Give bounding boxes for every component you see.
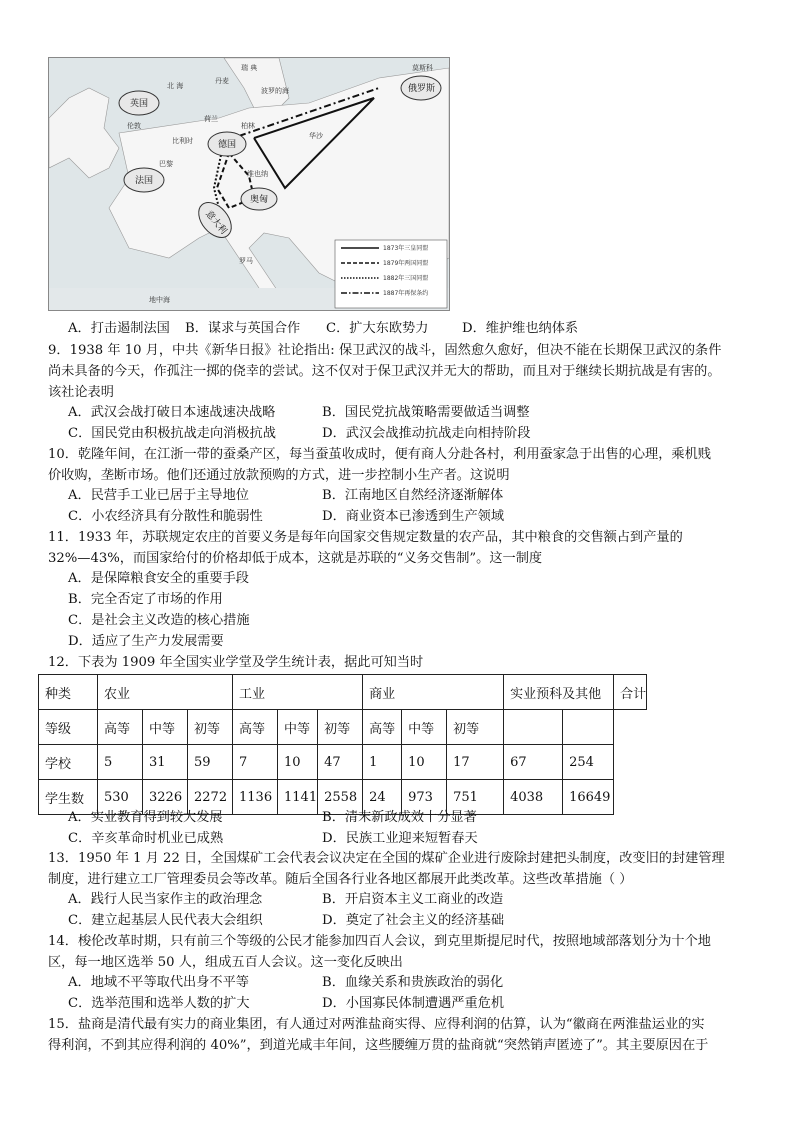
label-berlin: 柏林	[241, 122, 255, 130]
q13-option-d: D．奠定了社会主义的经济基础	[322, 913, 505, 928]
table-cell: 1136	[233, 780, 278, 815]
label-warsaw: 华沙	[309, 132, 323, 140]
q14-option-d: D．小国寡民体制遭遇严重危机	[322, 996, 505, 1011]
q8-option-c: C．扩大东欧势力	[326, 321, 429, 336]
q13-option-c: C．建立起基层人民代表大会组织	[68, 913, 263, 928]
label-belgium: 比利时	[172, 137, 193, 145]
table-cell: 高等	[98, 710, 143, 745]
q13-option-a: A．践行人民当家作主的政治理念	[68, 892, 263, 907]
q10-line-1: 10．乾隆年间，在江浙一带的蚕桑产区，每当蚕茧收成时，便有商人分赴各村，利用蚕家急于出售的心理，乘机贱	[48, 447, 711, 462]
table-cell: 17	[447, 745, 504, 780]
table-row	[39, 710, 647, 745]
table-cell: 16649	[563, 780, 614, 815]
table-cell: 973	[402, 780, 447, 815]
q12-option-c: C．辛亥革命时机业已成熟	[68, 831, 224, 846]
q8-option-a: A．打击遏制法国	[68, 321, 170, 336]
label-rome: 罗马	[239, 257, 253, 265]
q9-option-d: D．武汉会战推动抗战走向相持阶段	[322, 426, 531, 441]
legend-1882: 1882年三国同盟	[383, 275, 429, 282]
q11-line-2: 32%—43%，而国家给付的价格却低于成本，这就是苏联的“义务交售制”。这一制度	[48, 551, 543, 566]
table-cell: 2272	[188, 780, 233, 815]
q14-line-1: 14．梭伦改革时期，只有前三个等级的公民才能参加四百人会议，到克里斯提尼时代，按照地域部落划分为十个地	[48, 934, 711, 949]
q11-option-a: A．是保障粮食安全的重要手段	[68, 571, 249, 586]
q13-line-1: 13．1950 年 1 月 22 日，全国煤矿工会代表会议决定在全国的煤矿企业进行废除封建把头制度，改变旧的封建管理	[48, 851, 725, 866]
table-cell: 5	[98, 745, 143, 780]
table-cell: 等级	[39, 710, 98, 745]
q11-line-1: 11．1933 年，苏联规定农庄的首要义务是每年向国家交售规定数量的农产品，其中粮食的交售额占到产量的	[48, 530, 683, 545]
q11-option-c: C．是社会主义改造的核心措施	[68, 613, 250, 628]
table-cell: 2558	[318, 780, 363, 815]
table-cell: 1	[363, 745, 402, 780]
q9-option-b: B．国民党抗战策略需要做适当调整	[322, 405, 530, 420]
table-cell: 530	[98, 780, 143, 815]
table-cell: 10	[402, 745, 447, 780]
label-britain: 英国	[130, 99, 149, 109]
label-paris: 巴黎	[159, 160, 173, 168]
q12-option-d: D．民族工业迎来短暂春天	[322, 831, 478, 846]
q11-option-d: D．适应了生产力发展需要	[68, 634, 224, 649]
label-italy: 意大利	[203, 209, 229, 237]
label-austria-hungary: 奥匈	[250, 195, 269, 205]
alliance-map	[48, 57, 450, 311]
q9-option-c: C．国民党由积极抗战走向消极抗战	[68, 426, 276, 441]
table-cell	[504, 710, 563, 745]
q11-option-b: B．完全否定了市场的作用	[68, 592, 223, 607]
label-russia: 俄罗斯	[408, 84, 436, 94]
table-cell: 254	[563, 745, 614, 780]
table-cell: 751	[447, 780, 504, 815]
table-cell: 24	[363, 780, 402, 815]
q14-option-a: A．地域不平等取代出身不平等	[68, 975, 249, 990]
q10-option-d: D．商业资本已渗透到生产领域	[322, 509, 505, 524]
table-cell: 10	[278, 745, 318, 780]
q9-line-3: 该社论表明	[48, 385, 114, 400]
table-cell: 高等	[363, 710, 402, 745]
table-cell: 种类	[39, 675, 98, 710]
q9-line-1: 9．1938 年 10 月，中共《新华日报》社论指出: 保卫武汉的战斗，固然愈久愈好，但决不能在长期保卫武汉的条件	[48, 343, 722, 358]
legend-1879: 1879年两国同盟	[383, 260, 429, 267]
map-svg	[49, 58, 449, 310]
table-cell: 初等	[447, 710, 504, 745]
table-cell: 中等	[278, 710, 318, 745]
table-cell: 合计	[614, 675, 647, 710]
table-cell: 学生数	[39, 780, 98, 815]
table-cell: 31	[143, 745, 188, 780]
q9-option-a: A．武汉会战打破日本速战速决战略	[68, 405, 276, 420]
table-cell: 初等	[318, 710, 363, 745]
table-cell: 学校	[39, 745, 98, 780]
table-cell: 工业	[233, 675, 363, 710]
q12-option-b: B．清末新政成效十分显著	[322, 810, 477, 825]
label-north-sea: 北 海	[167, 82, 184, 90]
label-denmark: 丹麦	[215, 77, 229, 85]
label-moscow: 莫斯科	[412, 64, 433, 72]
label-mediterranean: 地中海	[149, 296, 170, 304]
table-cell: 7	[233, 745, 278, 780]
table-cell: 高等	[233, 710, 278, 745]
table-cell	[563, 710, 614, 745]
q10-line-2: 价收购，垄断市场。他们还通过放款预购的方式，进一步控制小生产者。这说明	[48, 468, 510, 483]
table-cell: 中等	[143, 710, 188, 745]
table-cell: 67	[504, 745, 563, 780]
q12-option-a: A．实业教育得到较大发展	[68, 810, 223, 825]
q12-table	[38, 674, 647, 815]
q10-option-a: A．民营手工业已居于主导地位	[68, 488, 249, 503]
q12-stem: 12．下表为 1909 年全国实业学堂及学生统计表，据此可知当时	[48, 655, 424, 670]
label-vienna: 维也纳	[247, 170, 268, 178]
table-cell: 59	[188, 745, 233, 780]
q8-option-b: B．谋求与英国合作	[185, 321, 301, 336]
table-cell: 4038	[504, 780, 563, 815]
legend-1873: 1873年三皇同盟	[383, 245, 429, 252]
q14-option-b: B．血缘关系和贵族政治的弱化	[322, 975, 504, 990]
table-cell: 3226	[143, 780, 188, 815]
label-london: 伦敦	[127, 122, 141, 130]
table-cell: 农业	[98, 675, 233, 710]
q8-option-d: D．维护维也纳体系	[462, 321, 579, 336]
q10-option-c: C．小农经济具有分散性和脆弱性	[68, 509, 263, 524]
q14-option-c: C．选举范围和选举人数的扩大	[68, 996, 250, 1011]
table-cell: 商业	[363, 675, 504, 710]
label-france: 法国	[135, 176, 154, 186]
q10-option-b: B．江南地区自然经济逐渐解体	[322, 488, 504, 503]
label-sweden: 瑞 典	[241, 64, 258, 72]
q14-line-2: 区，每一地区选举 50 人，组成五百人会议。这一变化反映出	[48, 955, 403, 970]
table-cell: 1141	[278, 780, 318, 815]
table-cell: 47	[318, 745, 363, 780]
label-baltic: 波罗的海	[261, 87, 289, 95]
label-netherlands: 荷兰	[204, 115, 218, 123]
q13-line-2: 制度，进行建立工厂管理委员会等改革。随后全国各行业各地区都展开此类改革。这些改革措施（ ）	[48, 872, 633, 887]
table-cell: 实业预科及其他	[504, 675, 614, 710]
legend-1887: 1887年再保条约	[383, 290, 429, 297]
q13-option-b: B．开启资本主义工商业的改造	[322, 892, 504, 907]
table-row	[39, 675, 647, 710]
q15-line-1: 15．盐商是清代最有实力的商业集团，有人通过对两淮盐商实得、应得利润的估算，认为“徽商在两淮盐运业的实	[48, 1017, 705, 1032]
label-germany: 德国	[218, 140, 237, 150]
q9-line-2: 尚未具备的今天，作孤注一掷的侥幸的尝试。这不仅对于保卫武汉并无大的帮助，而且对于继续长期抗战是有害的。	[48, 364, 721, 379]
table-row	[39, 745, 647, 780]
q15-line-2: 得利润，不到其应得利润的 40%”，到道光咸丰年间，这些腰缠万贯的盐商就“突然销声匿迹了”。其主要原因在于	[48, 1038, 709, 1053]
table-cell: 初等	[188, 710, 233, 745]
table-cell: 中等	[402, 710, 447, 745]
